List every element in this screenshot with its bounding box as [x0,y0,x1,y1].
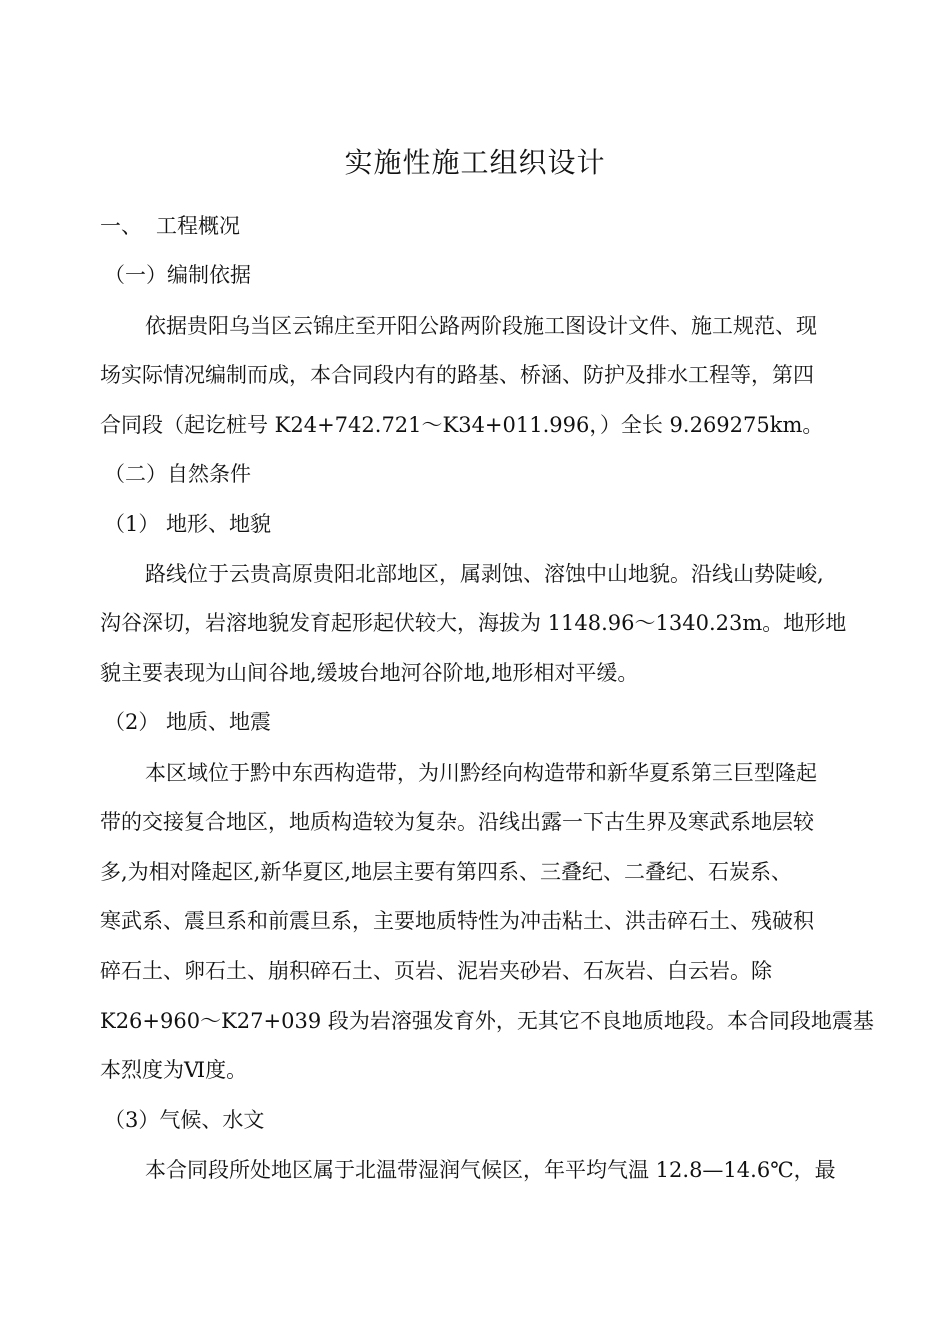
section-heading-overview [100,211,240,241]
paragraph-line: 场实际情况编制而成，本合同段内有的路基、桥涵、防护及排水工程等，第四 [100,363,814,387]
paragraph-line: 本烈度为Ⅵ度。 [100,1058,248,1082]
item-heading-climate: （3）气候、水文 [104,1108,265,1132]
paragraph-line: 依据贵阳乌当区云锦庄至开阳公路两阶段施工图设计文件、施工规范、现 [145,314,817,338]
paragraph-line: 本合同段所处地区属于北温带湿润气候区，年平均气温 12.8—14.6℃，最 [145,1158,836,1182]
document-title: 实施性施工组织设计 [344,146,606,179]
subsection-heading-conditions: （二）自然条件 [104,462,251,486]
paragraph-line: 带的交接复合地区，地质构造较为复杂。沿线出露一下古生界及寒武系地层较 [100,810,814,834]
paragraph-line: K26+960～K27+039 段为岩溶强发育外，无其它不良地质地段。本合同段地震基 [100,1009,874,1033]
paragraph-line: 路线位于云贵高原贵阳北部地区，属剥蚀、溶蚀中山地貌。沿线山势陡峻, [145,562,824,586]
paragraph-line: 貌主要表现为山间谷地,缓坡台地河谷阶地,地形相对平缓。 [100,661,639,685]
item-heading-geology: （2） 地质、地震 [104,710,272,734]
item-heading-terrain: （1） 地形、地貌 [104,512,272,536]
paragraph-line: 合同段（起讫桩号 K24+742.721～K34+011.996，）全长 9.269275km。 [100,413,824,437]
paragraph-line: 本区域位于黔中东西构造带，为川黔经向构造带和新华夏系第三巨型隆起 [145,761,817,785]
section-number: 一、 [100,214,142,238]
paragraph-line: 碎石土、卵石土、崩积碎石土、页岩、泥岩夹砂岩、石灰岩、白云岩。除 [100,959,772,983]
subsection-heading-basis: （一）编制依据 [104,263,251,287]
section-heading-text: 工程概况 [156,214,240,238]
paragraph-line: 寒武系、震旦系和前震旦系，主要地质特性为冲击粘土、洪击碎石土、残破积 [100,909,814,933]
paragraph-line: 沟谷深切，岩溶地貌发育起形起伏较大，海拔为 1148.96～1340.23m。地形地 [100,611,847,635]
paragraph-line: 多,为相对隆起区,新华夏区,地层主要有第四系、三叠纪、二叠纪、石炭系、 [100,860,793,884]
